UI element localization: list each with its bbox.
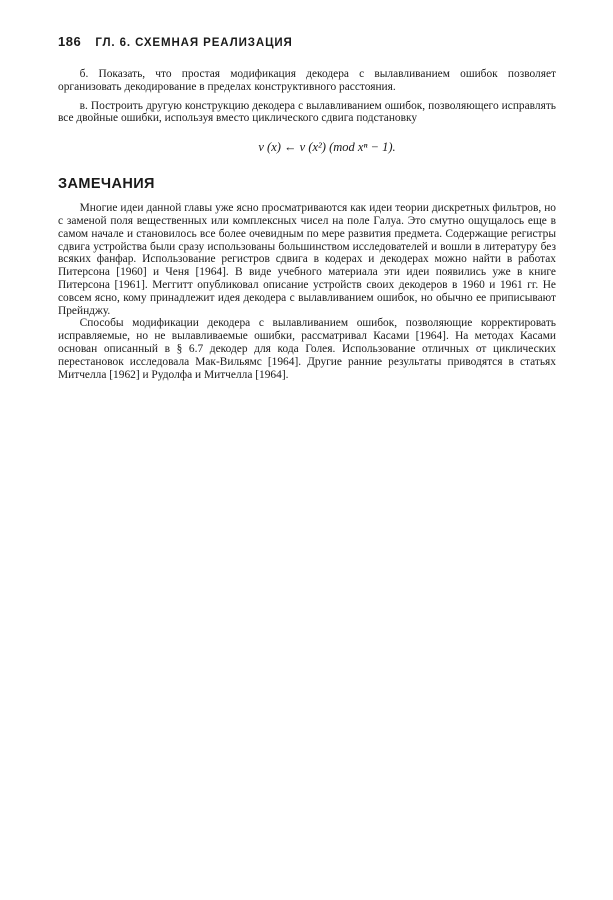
page-number: 186 [58,34,82,49]
section-heading: ЗАМЕЧАНИЯ [58,176,155,193]
substitution-formula: v (x) ← v (x²) (mod xⁿ − 1). [258,140,396,155]
chapter-title: ГЛ. 6. СХЕМНАЯ РЕАЛИЗАЦИЯ [95,37,293,49]
book-page [58,34,556,381]
running-head [58,34,556,50]
notes-paragraph-1: Многие идеи данной главы уже ясно просматриваются как идеи теории дискретных фильтров, но с заменой поля вещественных или комплексных чисел на поле Галуа. Это смутно ощущалось еще в самом начале и становилось все более очевидным по мере развития предмета. Содержащие регистры сдвига устройства были сразу использованы большинством исследователей и вошли в литературу без всяких фанфар. Использование регистров сдвига в кодерах и декодерах можно найти в работах Питерсона [1960] и Ченя [1964]. В виде учебного материала эти идеи появились уже в книге Питерсона [1961]. Меггитт опубликовал описание устройств своих декодеров в 1960 и 1961 гг. Не совсем ясно, кому принадлежит идея декодера с вылавливанием ошибок, но обычно ее приписывают Прейнджу. [58,202,556,317]
notes-paragraph-2: Способы модификации декодера с вылавливанием ошибок, позволяющие корректировать исправляемые, но не вылавливаемые ошибки, рассматривал Касами [1964]. На методах Касами основан описанный в § 6.7 декодер для кода Голея. Использование отличных от циклических перестановок исследовала Мак-Вильямс [1964]. Другие ранние результаты приводятся в статьях Митчелла [1962] и Рудолфа и Митчелла [1964]. [58,317,556,381]
exercise-v-text: в. Построить другую конструкцию декодера с вылавливанием ошибок, позволяющего исправлять все двойные ошибки, используя вместо циклического сдвига подстановку [58,99,556,125]
exercise-b-text: б. Показать, что простая модификация декодера с вылавливанием ошибок позволяет организовать декодирование в пределах конструктивного расстояния. [58,68,556,93]
